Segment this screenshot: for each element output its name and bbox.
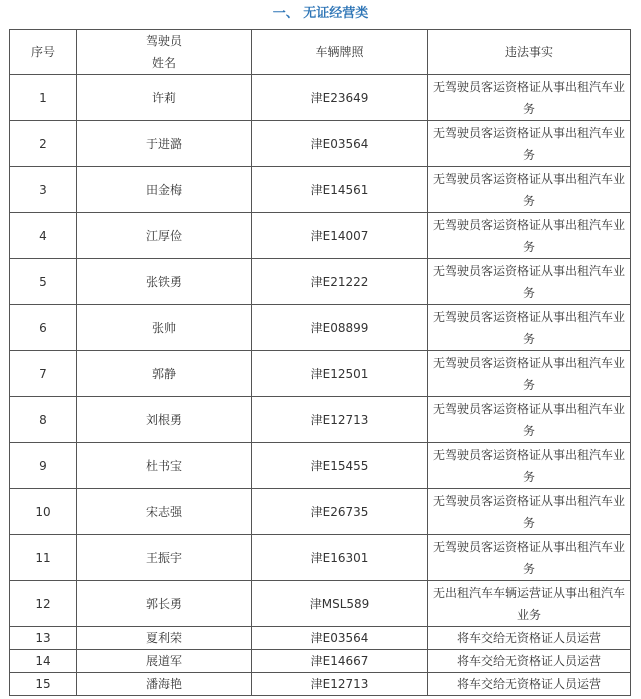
violation-table (9, 29, 631, 696)
table-row (10, 650, 631, 673)
cell-plate: 津E14561 (252, 167, 428, 213)
cell-name: 田金梅 (77, 167, 252, 213)
cell-fact: 无驾驶员客运资格证从事出租汽车业务 (428, 351, 631, 397)
cell-name: 郭静 (77, 351, 252, 397)
header-seq: 序号 (10, 30, 77, 75)
header-name-line1: 驾驶员 (145, 34, 182, 48)
header-name-line2: 姓名 (151, 56, 176, 70)
cell-name: 许莉 (77, 75, 252, 121)
cell-plate: 津E12713 (252, 673, 428, 696)
cell-fact: 无驾驶员客运资格证从事出租汽车业务 (428, 305, 631, 351)
cell-seq: 4 (10, 213, 77, 259)
cell-name: 潘海艳 (77, 673, 252, 696)
cell-seq: 7 (10, 351, 77, 397)
cell-plate: 津E14007 (252, 213, 428, 259)
table-row (10, 213, 631, 259)
cell-plate: 津E12713 (252, 397, 428, 443)
cell-seq: 5 (10, 259, 77, 305)
table-row (10, 535, 631, 581)
cell-seq: 13 (10, 627, 77, 650)
cell-plate: 津E15455 (252, 443, 428, 489)
cell-seq: 14 (10, 650, 77, 673)
cell-plate: 津E21222 (252, 259, 428, 305)
cell-plate: 津E08899 (252, 305, 428, 351)
cell-seq: 3 (10, 167, 77, 213)
cell-name: 刘根勇 (77, 397, 252, 443)
cell-seq: 10 (10, 489, 77, 535)
cell-seq: 1 (10, 75, 77, 121)
table-row (10, 673, 631, 696)
cell-fact: 无驾驶员客运资格证从事出租汽车业务 (428, 535, 631, 581)
cell-plate: 津E26735 (252, 489, 428, 535)
cell-name: 夏利荣 (77, 627, 252, 650)
cell-name: 郭长勇 (77, 581, 252, 627)
cell-fact: 无驾驶员客运资格证从事出租汽车业务 (428, 213, 631, 259)
cell-plate: 津E03564 (252, 121, 428, 167)
table-row (10, 167, 631, 213)
cell-fact: 无出租汽车车辆运营证从事出租汽车业务 (428, 581, 631, 627)
header-fact: 违法事实 (428, 30, 631, 75)
cell-fact: 将车交给无资格证人员运营 (428, 627, 631, 650)
cell-name: 王振宇 (77, 535, 252, 581)
table-row (10, 627, 631, 650)
cell-plate: 津E23649 (252, 75, 428, 121)
table-row (10, 305, 631, 351)
table-row (10, 397, 631, 443)
cell-seq: 12 (10, 581, 77, 627)
cell-fact: 将车交给无资格证人员运营 (428, 673, 631, 696)
cell-fact: 无驾驶员客运资格证从事出租汽车业务 (428, 259, 631, 305)
table-row (10, 489, 631, 535)
cell-fact: 将车交给无资格证人员运营 (428, 650, 631, 673)
cell-name: 展道军 (77, 650, 252, 673)
cell-fact: 无驾驶员客运资格证从事出租汽车业务 (428, 443, 631, 489)
table-row (10, 259, 631, 305)
table-row (10, 351, 631, 397)
section-title: 一、 无证经营类 (272, 6, 369, 21)
cell-plate: 津E03564 (252, 627, 428, 650)
cell-name: 张铁勇 (77, 259, 252, 305)
cell-name: 于进潞 (77, 121, 252, 167)
cell-seq: 2 (10, 121, 77, 167)
cell-seq: 15 (10, 673, 77, 696)
cell-seq: 9 (10, 443, 77, 489)
cell-plate: 津MSL589 (252, 581, 428, 627)
cell-plate: 津E14667 (252, 650, 428, 673)
table-row (10, 121, 631, 167)
cell-plate: 津E16301 (252, 535, 428, 581)
header-name (77, 30, 252, 75)
cell-seq: 8 (10, 397, 77, 443)
cell-fact: 无驾驶员客运资格证从事出租汽车业务 (428, 167, 631, 213)
cell-fact: 无驾驶员客运资格证从事出租汽车业务 (428, 121, 631, 167)
cell-fact: 无驾驶员客运资格证从事出租汽车业务 (428, 397, 631, 443)
cell-name: 杜书宝 (77, 443, 252, 489)
table-row (10, 443, 631, 489)
header-plate: 车辆牌照 (252, 30, 428, 75)
table-row (10, 581, 631, 627)
table-header-row (10, 30, 631, 75)
cell-plate: 津E12501 (252, 351, 428, 397)
cell-seq: 11 (10, 535, 77, 581)
table-row (10, 75, 631, 121)
cell-fact: 无驾驶员客运资格证从事出租汽车业务 (428, 75, 631, 121)
cell-name: 江厚俭 (77, 213, 252, 259)
cell-seq: 6 (10, 305, 77, 351)
cell-name: 宋志强 (77, 489, 252, 535)
cell-name: 张帅 (77, 305, 252, 351)
cell-fact: 无驾驶员客运资格证从事出租汽车业务 (428, 489, 631, 535)
